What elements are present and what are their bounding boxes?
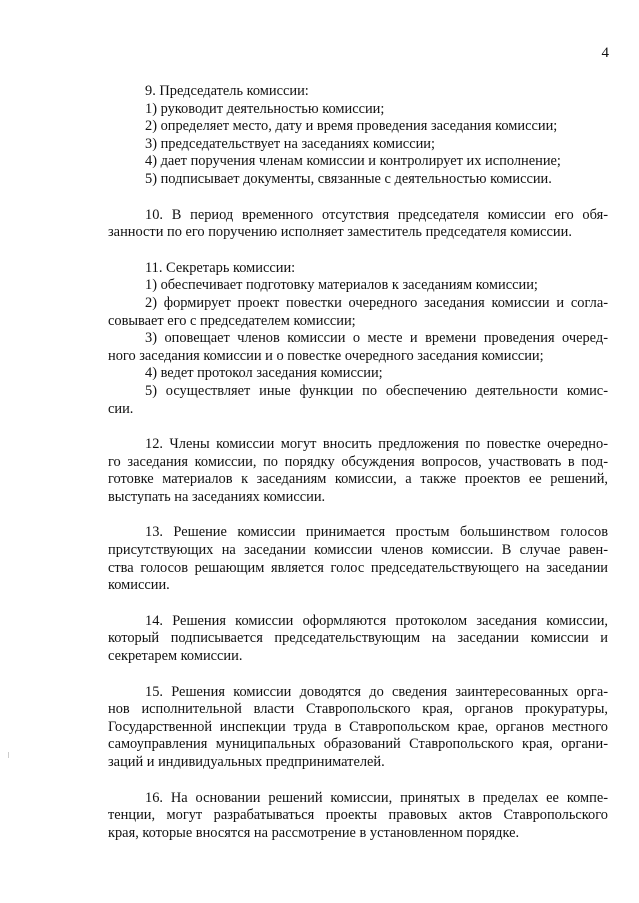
paragraph-line: ства голосов решающим является голос председательствующего на заседании <box>108 559 608 576</box>
paragraph-line: комиссии. <box>108 577 170 594</box>
document-body <box>108 83 608 842</box>
paragraph-line: заций и индивидуальных предпринимателей. <box>108 754 385 770</box>
paragraph-line: секретарем комиссии. <box>108 648 243 665</box>
paragraph-line: 12. Члены комиссии могут вносить предложения по повестке очередно- <box>145 436 608 453</box>
paragraph-line: 15. Решения комиссии доводятся до сведения заинтересованных орга- <box>145 683 608 700</box>
paragraph-s13 <box>108 524 608 594</box>
paragraph-line: 10. В период временного отсутствия председателя комиссии его обя- <box>145 206 608 223</box>
paragraph-line: 4) ведет протокол заседания комиссии; <box>145 365 383 382</box>
paragraph-line: сии. <box>108 400 134 417</box>
scan-mark <box>8 752 9 758</box>
paragraph-line: 11. Секретарь комиссии: <box>145 259 296 276</box>
paragraph-line: края, которые вносятся на рассмотрение в установленном порядке. <box>108 824 520 841</box>
paragraph-line: 1) руководит деятельностью комиссии; <box>145 100 385 117</box>
paragraph-s10 <box>108 207 608 242</box>
paragraph-line: совывает его с председателем комиссии; <box>108 312 356 329</box>
paragraph-line: 4) дает поручения членам комиссии и контролирует их исполнение; <box>145 153 561 170</box>
paragraph-line: 3) оповещает членов комиссии о месте и времени проведения очеред- <box>145 330 608 347</box>
paragraph-line: который подписывается председательствующим на заседании комиссии и <box>108 630 608 647</box>
paragraph-s11 <box>108 260 608 418</box>
paragraph-line: 9. Председатель комиссии: <box>145 83 309 99</box>
paragraph-line: занности по его поручению исполняет заместитель председателя комиссии. <box>108 224 572 241</box>
paragraph-line: 2) определяет место, дату и время проведения заседания комиссии; <box>145 118 558 135</box>
paragraph-line: 3) председательствует на заседаниях комиссии; <box>145 135 435 152</box>
paragraph-line: 16. На основании решений комиссии, принятых в пределах ее компе- <box>145 789 608 806</box>
paragraph-line: ного заседания комиссии и о повестке очередного заседания комиссии; <box>108 347 544 364</box>
paragraph-line: 5) подписывает документы, связанные с деятельностью комиссии. <box>145 170 552 187</box>
paragraph-line: выступать на заседаниях комиссии. <box>108 488 326 505</box>
paragraph-line: самоуправления муниципальных образований Ставропольского края, органи- <box>108 736 608 753</box>
paragraph-line: Государственной инспекции труда в Ставропольском крае, органов местного <box>108 718 608 735</box>
paragraph-line: 1) обеспечивает подготовку материалов к заседаниям комиссии; <box>145 277 538 294</box>
paragraph-s9 <box>108 83 608 189</box>
paragraph-line: 5) осуществляет иные функции по обеспечению деятельности комис- <box>145 382 608 399</box>
paragraph-line: го заседания комиссии, по порядку обсуждения вопросов, участвовать в под- <box>108 453 608 470</box>
paragraph-line: 14. Решения комиссии оформляются протоколом заседания комиссии, <box>145 612 608 629</box>
paragraph-line: нов исполнительной власти Ставропольского края, органов прокуратуры, <box>108 701 608 718</box>
paragraph-line: тенции, могут разрабатываться проекты правовых актов Ставропольского <box>108 807 608 824</box>
paragraph-s16 <box>108 790 608 843</box>
paragraph-s12 <box>108 436 608 506</box>
page-number: 4 <box>601 45 609 61</box>
paragraph-line: присутствующих на заседании комиссии членов комиссии. В случае равен- <box>108 542 608 559</box>
paragraph-line: 13. Решение комиссии принимается простым большинством голосов <box>145 524 608 541</box>
paragraph-s14 <box>108 613 608 666</box>
paragraph-s15 <box>108 684 608 772</box>
paragraph-line: готовке материалов к заседаниям комиссии, а также проектов ее решений, <box>108 471 608 488</box>
paragraph-line: 2) формирует проект повестки очередного заседания комиссии и согла- <box>145 294 608 311</box>
